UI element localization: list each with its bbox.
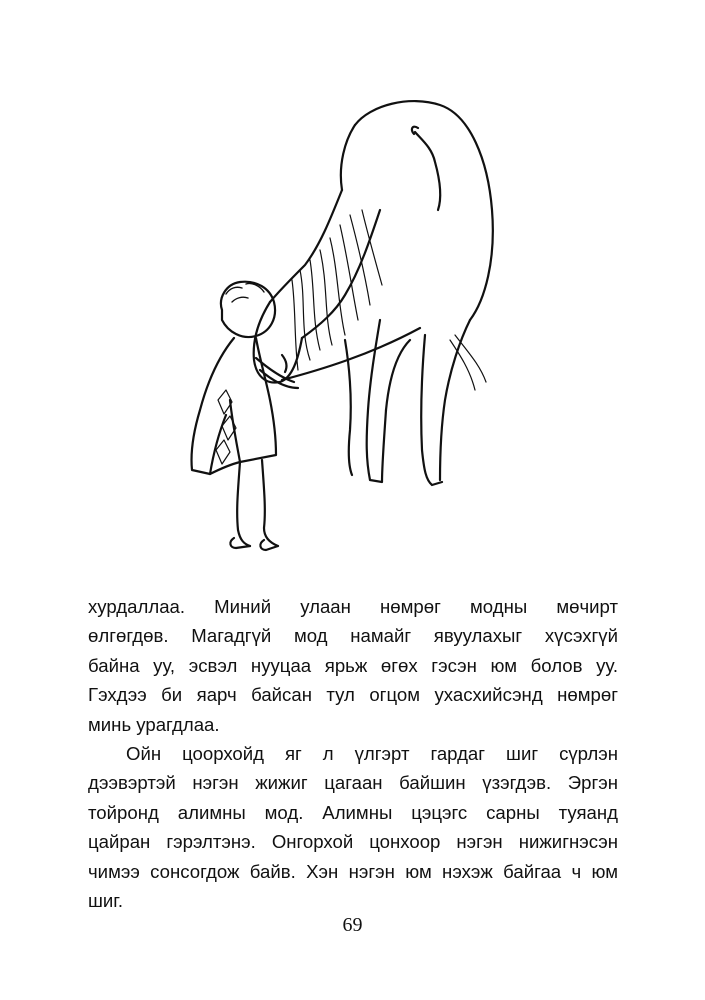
body-text (88, 592, 618, 915)
text-line: чимээ сонсогдож байв. Хэн нэгэн юм нэхэж байгаа ч юм (88, 860, 618, 882)
text-line: Гэхдээ би яарч байсан тул огцом ухасхийсэнд нөмрөг (88, 684, 618, 706)
text-line: тойронд алимны мод. Алимны цэцэгс сарны туяанд (88, 801, 618, 823)
text-line: минь урагдлаа. (88, 713, 220, 735)
paragraph-1 (88, 592, 618, 739)
text-line: шиг. (88, 889, 123, 911)
text-line: байна уу, эсвэл нууцаа ярьж өгөх гэсэн юм болов уу. (88, 654, 618, 676)
text-line: цайран гэрэлтэнэ. Онгорхой цонхоор нэгэн нижигнэсэн (88, 831, 618, 853)
text-line: Ойн цоорхойд яг л үлгэрт гардаг шиг сүрлэн (126, 742, 618, 764)
text-line: дээвэртэй нэгэн жижиг цагаан байшин үзэгдэв. Эргэн (88, 772, 618, 794)
page-number: 69 (342, 914, 363, 936)
text-line: хурдаллаа. Миний улаан нөмрөг модны мөчирт (88, 596, 618, 617)
paragraph-2 (88, 739, 618, 915)
boy-and-horse-illustration (170, 70, 530, 580)
text-line: өлгөгдөв. Магадгүй мод намайг явуулахыг хүсэхгүй (88, 625, 618, 647)
